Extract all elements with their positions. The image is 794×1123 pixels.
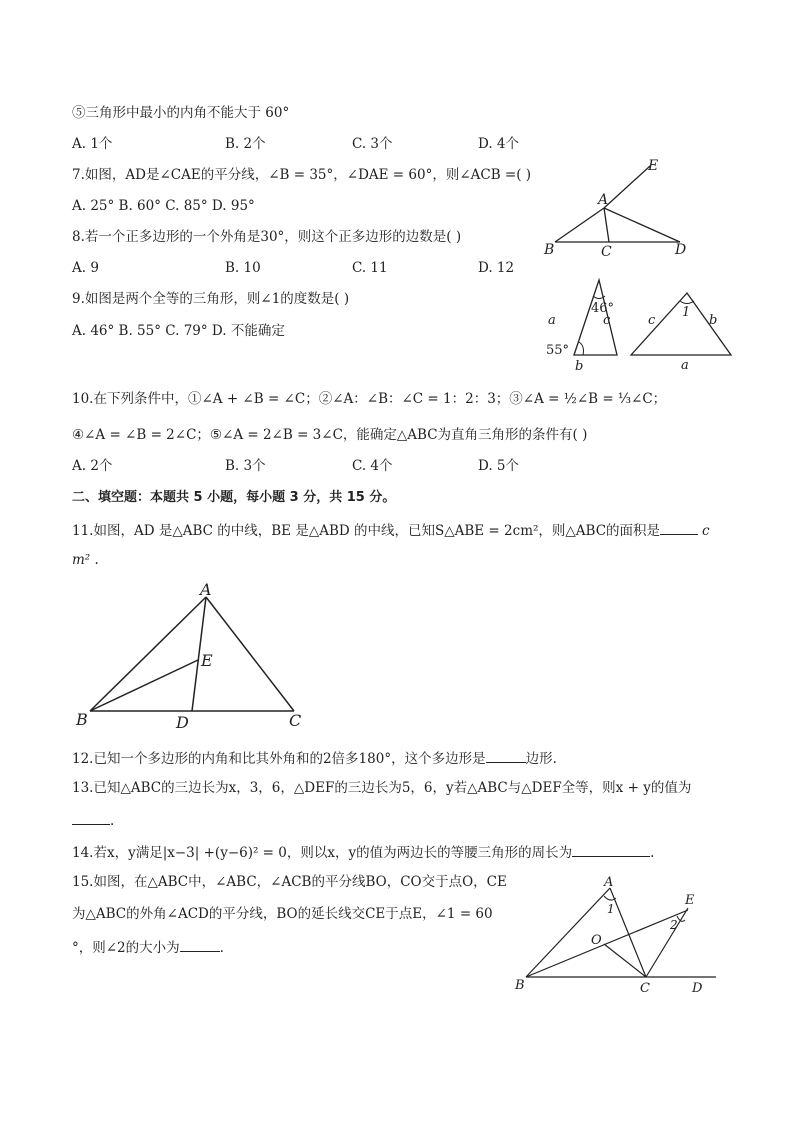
q9-label-b-right: b <box>709 313 718 328</box>
q9-label-1: 1 <box>682 305 691 320</box>
q5-item5: ⑤三角形中最小的内角不能大于 60° <box>72 105 290 121</box>
q5-option-c: C. 3个 <box>352 136 393 152</box>
q9-label-c-right: c <box>648 313 656 328</box>
q5-option-d: D. 4个 <box>478 136 520 152</box>
q15-label-b: B <box>515 978 525 993</box>
q14-text: 14.若x，y满足|x−3| +(y−6)² = 0，则以x，y的值为两边长的等腰三角形的周长为 <box>72 845 573 861</box>
q5-option-b: B. 2个 <box>225 136 266 152</box>
q10-option-b: B. 3个 <box>225 458 266 474</box>
q8-option-a: A. 9 <box>72 260 99 276</box>
q12-answer-blank[interactable] <box>486 748 526 763</box>
q15-line2: 为△ABC的外角∠ACD的平分线，BO的延长线交CE于点E，∠1 = 60 <box>72 906 493 922</box>
q15-label-d: D <box>692 981 703 996</box>
q15-line3-text: °，则∠2的大小为 <box>72 940 180 956</box>
q11-label-b: B <box>76 710 88 729</box>
q15-label-a: A <box>604 875 614 890</box>
q7-label-e: E <box>648 158 659 174</box>
q9-label-46: 46° <box>591 301 615 316</box>
q15-label-1: 1 <box>607 902 615 916</box>
q8-text: 8.若一个正多边形的一个外角是30°，则这个正多边形的边数是( ) <box>72 229 462 245</box>
q12-text: 12.已知一个多边形的内角和比其外角和的2倍多180°，这个多边形是 <box>72 751 486 767</box>
q9-label-c-left: c <box>603 313 611 328</box>
q8-option-d: D. 12 <box>478 260 515 276</box>
q13-answer-line: . <box>72 810 114 830</box>
q15-label-2: 2 <box>670 918 678 932</box>
q14-line: 14.若x，y满足|x−3| +(y−6)² = 0，则以x，y的值为两边长的等腰三角形的周长为 . <box>72 842 654 862</box>
q7-label-a: A <box>598 192 609 208</box>
q7-figure <box>540 158 690 263</box>
q11-line1-text: 11.如图，AD 是△ABC 的中线，BE 是△ABD 的中线，已知S△ABE = 2cm²，则△ABC的面积是 <box>72 523 661 539</box>
q9-label-a-left: a <box>548 313 556 328</box>
q11-label-e: E <box>201 651 213 670</box>
q15-line1: 15.如图，在△ABC中，∠ABC，∠ACB的平分线BO，CO交于点O，CE <box>72 874 507 890</box>
q11-line2: m² . <box>72 552 99 568</box>
q7-label-d: D <box>675 242 687 258</box>
q13-text: 13.已知△ABC的三边长为x，3，6，△DEF的三边长为5，6，y若△ABC与△DEF全等，则x + y的值为 <box>72 780 692 796</box>
q9-text: 9.如图是两个全等的三角形，则∠1的度数是( ) <box>72 291 350 307</box>
q15-answer-blank[interactable] <box>180 937 220 952</box>
q10-option-a: A. 2个 <box>72 458 113 474</box>
q11-line1-tail: c <box>702 523 710 539</box>
q15-figure <box>510 872 730 997</box>
q9-label-b-left: b <box>575 359 584 374</box>
q7-text: 7.如图，AD是∠CAE的平分线，∠B = 35°，∠DAE = 60°，则∠ACB =( ) <box>72 167 532 183</box>
q11-answer-blank[interactable] <box>660 520 698 535</box>
q8-option-b: B. 10 <box>225 260 261 276</box>
q9-label-55: 55° <box>546 343 570 358</box>
q9-options: A. 46° B. 55° C. 79° D. 不能确定 <box>72 323 285 339</box>
q15-label-c: C <box>640 981 650 996</box>
q9-label-a-right: a <box>681 358 689 373</box>
q11-line1 <box>72 520 710 540</box>
q10-option-d: D. 5个 <box>478 458 520 474</box>
q7-options: A. 25° B. 60° C. 85° D. 95° <box>72 198 255 214</box>
q12-line <box>72 748 557 768</box>
q11-figure <box>72 580 312 733</box>
q11-label-c: C <box>289 711 302 730</box>
q15-label-e: E <box>685 893 695 908</box>
q11-label-a: A <box>200 580 212 599</box>
section-2-heading: 二、填空题：本题共 5 小题，每小题 3 分，共 15 分。 <box>72 490 396 505</box>
q15-line3: °，则∠2的大小为 . <box>72 937 224 957</box>
q12-tail: 边形. <box>525 751 557 767</box>
q5-option-a: A. 1个 <box>72 136 113 152</box>
q14-answer-blank[interactable] <box>572 842 650 857</box>
q10-line1: 10.在下列条件中，①∠A + ∠B = ∠C；②∠A：∠B：∠C = 1：2：3；③∠A = ½∠B = ⅓∠C； <box>72 391 667 407</box>
q15-label-o: O <box>591 933 602 948</box>
q10-option-c: C. 4个 <box>352 458 393 474</box>
q7-label-c: C <box>601 244 612 260</box>
q9-figure <box>535 272 745 372</box>
q10-line2: ④∠A = ∠B = 2∠C；⑤∠A = 2∠B = 3∠C，能确定△ABC为直角三角形的条件有( ) <box>72 427 588 443</box>
q13-answer-blank[interactable] <box>72 810 110 825</box>
q7-label-b: B <box>544 242 555 258</box>
q11-label-d: D <box>176 713 189 732</box>
q8-option-c: C. 11 <box>352 260 388 276</box>
